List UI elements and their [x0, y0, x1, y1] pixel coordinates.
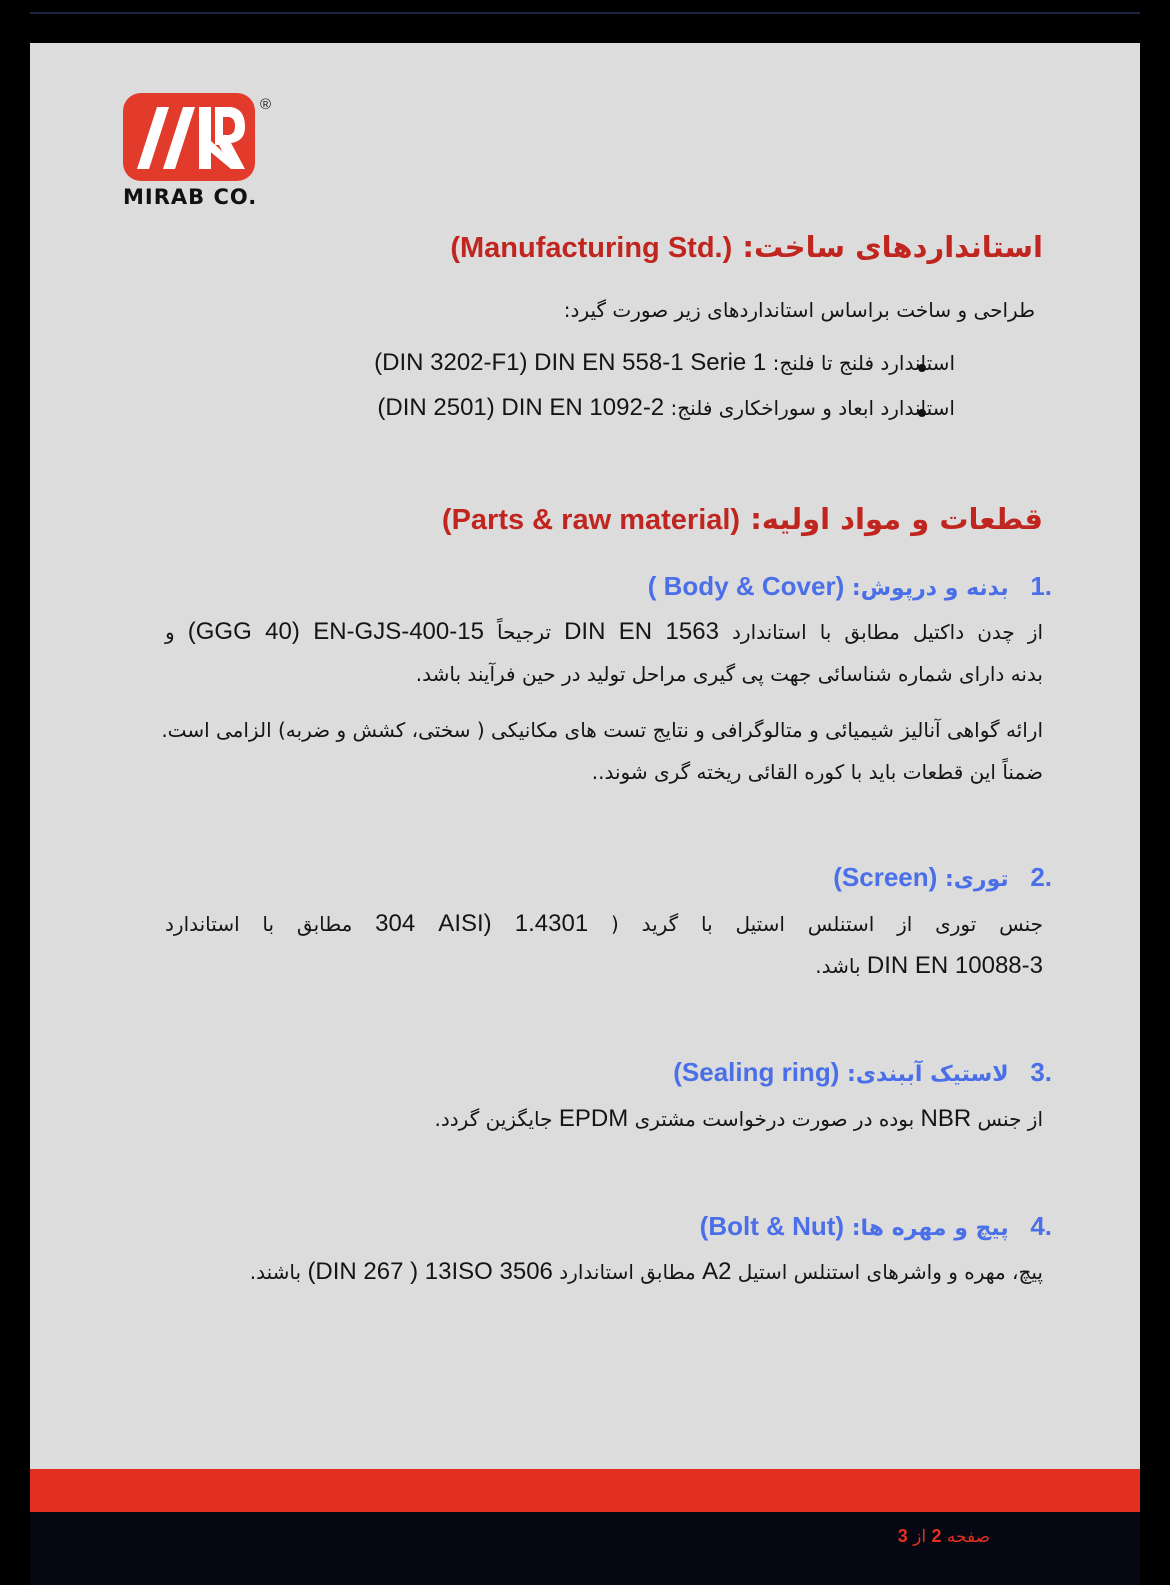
section-1-line-1: از چدن داکتیل مطابق با استاندارد DIN EN 1563 ترجیحاً (GGG 40) EN-GJS-400-15 و: [165, 618, 1044, 645]
section-2-line-1: جنس توری از استنلس استیل با گرید ( 304 AISI) 1.4301 مطابق با استاندارد: [165, 910, 1044, 937]
logo-brand-text: MIRAB CO.: [123, 185, 258, 208]
page-number: صفحه 2 از 3: [897, 1526, 990, 1547]
registered-mark: ®: [260, 96, 272, 113]
top-divider-line: [30, 12, 1140, 14]
footer-red-band: [30, 1469, 1140, 1512]
section-2-line-2: DIN EN 10088-3 باشد.: [815, 952, 1043, 979]
std-item-1: استاندارد فلنج تا فلنج: (DIN 3202-F1) DIN EN 558-1 Serie 1: [374, 349, 955, 376]
mirab-logo: [123, 93, 283, 208]
section-1-line-2: بدنه دارای شماره شناسائی جهت پی گیری مراحل تولید در حین فرآیند باشد.: [415, 662, 1043, 686]
section-1-line-4: ضمناً این قطعات باید با کوره القائی ریخته گری شوند..: [591, 760, 1043, 784]
logo-mark-icon: [123, 93, 283, 208]
section-3-line-1: از جنس NBR بوده در صورت درخواست مشتری EPDM جایگزین گردد.: [434, 1105, 1043, 1132]
std-item-2: استاندارد ابعاد و سوراخکاری فلنج: (DIN 2501) DIN EN 1092-2: [377, 394, 955, 421]
section-4-heading: 4. پیچ و مهره ها: (Bolt & Nut): [699, 1211, 1052, 1241]
manufacturing-intro: طراحی و ساخت براساس استانداردهای زیر صورت گیرد:: [563, 298, 1035, 322]
section-1-line-3: ارائه گواهی آنالیز شیمیائی و متالوگرافی و نتایج تست های مکانیکی ( سختی، کشش و ضربه) الزامی است.: [161, 718, 1043, 742]
footer-dark-band: [30, 1512, 1140, 1585]
section-1-heading: 1. بدنه و درپوش: ( Body & Cover): [647, 571, 1052, 601]
section-4-line-1: پیچ، مهره و واشرهای استنلس استیل A2 مطابق استاندارد (DIN 267 ) 13ISO 3506 باشند.: [249, 1258, 1043, 1285]
section-3-heading: 3. لاستیک آببندی: (Sealing ring): [673, 1057, 1052, 1087]
section-2-heading: 2. توری: (Screen): [833, 862, 1052, 892]
parts-heading: قطعات و مواد اولیه: (Parts & raw material): [441, 502, 1043, 536]
manufacturing-heading: استانداردهای ساخت: (Manufacturing Std.): [450, 230, 1043, 264]
